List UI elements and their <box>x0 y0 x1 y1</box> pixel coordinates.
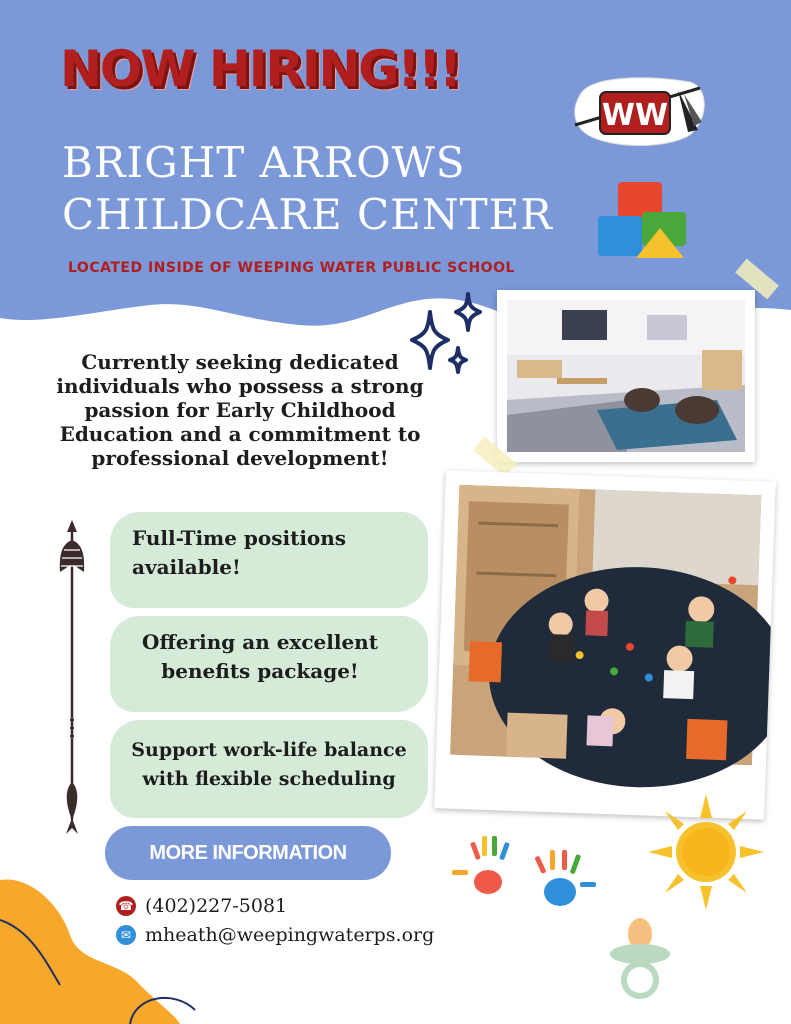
intro-line: Currently seeking dedicated <box>81 350 399 374</box>
arrow-icon <box>56 520 88 836</box>
benefit-line-2: with flexible scheduling <box>142 768 396 790</box>
phone-contact[interactable] <box>116 895 287 917</box>
benefit-line-2: available! <box>132 555 241 579</box>
benefit-text <box>110 736 428 794</box>
more-information-button[interactable]: MORE INFORMATION <box>105 826 391 880</box>
school-logo <box>570 70 710 150</box>
intro-line: Education and a commitment to <box>59 422 421 446</box>
phone-icon: ☎ <box>116 896 136 916</box>
benefit-line-2: benefits package! <box>161 659 359 683</box>
phone-number: (402)227-5081 <box>145 895 288 917</box>
headline: NOW HIRING!!! <box>60 40 460 98</box>
benefit-pill <box>110 616 428 712</box>
title-line-1: BRIGHT ARROWS <box>62 138 466 187</box>
benefit-line-1: Offering an excellent <box>142 630 378 654</box>
benefit-pill <box>110 720 428 818</box>
classroom-photo <box>497 290 755 462</box>
benefit-line-1: Support work-life balance <box>131 739 407 761</box>
sun-icon <box>646 792 766 912</box>
intro-line: professional development! <box>91 446 389 470</box>
children-photo <box>434 470 776 819</box>
intro-line: individuals who possess a strong <box>56 374 424 398</box>
email-icon: ✉ <box>116 925 136 945</box>
handprint-icon <box>448 830 608 920</box>
email-contact[interactable] <box>116 924 434 946</box>
logo-text: WW <box>601 98 669 133</box>
benefit-text <box>132 524 422 582</box>
benefit-text <box>110 628 410 686</box>
email-address: mheath@weepingwaterps.org <box>145 924 435 946</box>
benefit-pill <box>110 512 428 608</box>
blocks-icon <box>596 180 692 262</box>
subtitle: LOCATED INSIDE OF WEEPING WATER PUBLIC SCHOOL <box>68 260 515 276</box>
benefit-line-1: Full-Time positions <box>132 526 347 550</box>
pacifier-icon <box>604 914 676 1000</box>
intro-line: passion for Early Childhood <box>84 398 396 422</box>
title-line-2: CHILDCARE CENTER <box>62 190 553 239</box>
intro-paragraph <box>30 350 450 470</box>
